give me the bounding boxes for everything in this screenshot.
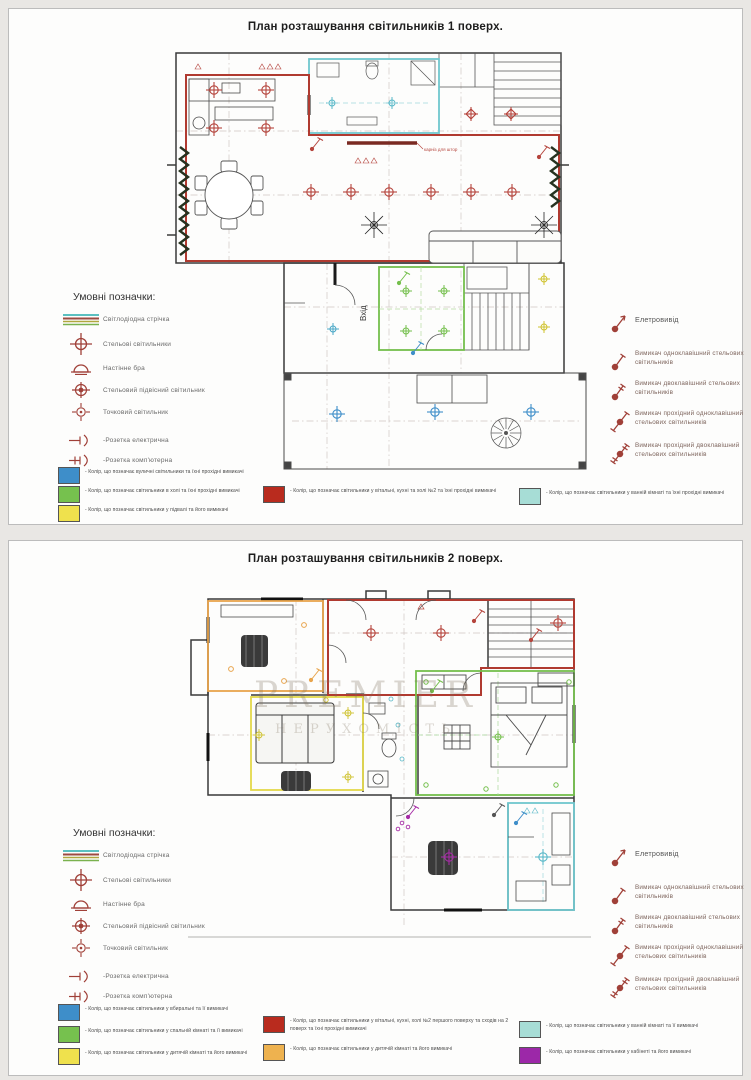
legend-row <box>59 970 294 983</box>
computer-socket-icon <box>59 990 103 1003</box>
spot-light-icon <box>59 939 103 957</box>
color-swatch <box>58 1026 80 1043</box>
color-legend-label: - Колір, що позначає світильники у підвалі та його вимикачі <box>85 507 229 513</box>
color-swatch <box>263 486 285 503</box>
legend-row <box>59 990 294 1003</box>
legend-label: Стельовий підвісний світильник <box>103 922 205 930</box>
switch-single-icon <box>605 884 635 905</box>
switch-double-icon <box>605 380 635 401</box>
sofa <box>429 231 561 263</box>
yellow-lights <box>538 273 550 333</box>
terrace-lights <box>329 404 539 422</box>
legend-row <box>59 918 294 934</box>
room-bath2 <box>492 803 574 910</box>
desk-chair <box>241 635 268 667</box>
watermark-line1: PREMIER <box>253 675 479 716</box>
legend-label: Стельовий підвісний світильник <box>103 386 205 394</box>
pendant-light-icon <box>59 382 103 398</box>
switch-label: Вимикач двоклавішний стельових світильників <box>635 380 741 396</box>
legend-row <box>59 333 294 355</box>
switch-pass-single-icon <box>605 410 635 433</box>
curtain-rod <box>347 143 458 163</box>
legend-label: -Розетка комп'ютерна <box>103 993 173 1000</box>
legend-title: Умовні позначки: <box>73 291 156 303</box>
electric-outlet-icon <box>605 843 635 868</box>
switch-label: Вимикач одноклавішний стельових світильників <box>635 350 744 366</box>
spot-light-icon <box>59 403 103 421</box>
color-swatch <box>58 505 80 522</box>
switch-pass-single-icon <box>605 944 635 967</box>
floor2-symbol-legend <box>59 827 294 1010</box>
switch-label: Вимикач двоклавішний стельових світильників <box>635 914 741 930</box>
color-legend-label: - Колір, що позначає світильники у дитячій кімнаті та його вимикачі <box>290 1046 453 1052</box>
legend-row <box>59 313 294 326</box>
power-socket-icon <box>59 970 103 983</box>
color-legend-label: - Колір, що позначає світильники у ванній кімнаті та їхні прохідні вимикачі <box>546 490 725 496</box>
switch-label: Вимикач прохідний одноклавішний стельових світильників <box>635 410 744 426</box>
color-legend-label: - Колір, що позначає світильники у ванній кімнаті та її вимикачі <box>546 1023 699 1029</box>
switch-double-icon <box>605 914 635 935</box>
room-hall <box>379 267 464 350</box>
legend-label: Настінне бра <box>103 365 145 372</box>
color-legend-label: - Колір, що позначає вуличні світильники та їхні прохідні вимикачі <box>85 469 244 475</box>
switch-row <box>605 976 751 999</box>
color-swatch <box>519 1047 541 1064</box>
led-strip-icon <box>59 849 103 862</box>
legend-title: Умовні позначки: <box>73 827 156 839</box>
legend-label: Точковий світильник <box>103 944 169 952</box>
watermark-line2: НЕРУХОМІСТЬ <box>275 722 457 737</box>
switch-pass-double-icon <box>605 442 635 465</box>
switch-row <box>605 410 751 433</box>
legend-label: Світлодіодна стрічка <box>103 316 170 323</box>
color-legend-label: - Колір, що позначає світильники у кабінеті та його вимикачі <box>546 1049 692 1055</box>
floor2-switch-legend <box>605 843 751 1008</box>
color-legend-label: - Колір, що позначає світильники у вбиральні та її вимикачі <box>85 1006 229 1012</box>
curtain-label: карніз для штор <box>424 147 458 152</box>
color-legend-label: - Колір, що позначає світильники у дитячій кімнаті та його вимикачі <box>85 1050 248 1056</box>
color-legend-entry <box>58 486 298 503</box>
floor1-title: План розташування світильників 1 поверх. <box>247 21 504 33</box>
switch-label: Вимикач прохідний одноклавішний стельових світильників <box>635 944 744 960</box>
room-bathroom <box>309 59 439 133</box>
pendant-light-icon <box>59 918 103 934</box>
floor1-symbol-legend <box>59 291 294 474</box>
entrance-label: Вхід <box>359 305 368 321</box>
color-swatch <box>58 486 80 503</box>
color-legend-label: - Колір, що позначає світильники у спальній кімнаті та її вимикачі <box>85 1028 243 1034</box>
legend-row <box>59 362 294 375</box>
color-swatch <box>58 1048 80 1065</box>
switch-row <box>605 380 751 401</box>
floor1-sheet <box>8 8 743 525</box>
hall-lights <box>363 604 566 641</box>
stairs <box>488 599 574 668</box>
color-legend-entry <box>519 488 737 505</box>
switch-pass-double-icon <box>605 976 635 999</box>
color-legend-entry <box>263 486 513 503</box>
legend-row <box>59 403 294 421</box>
watermark <box>254 675 478 737</box>
switch-row <box>605 843 751 868</box>
spiral-fan <box>491 418 521 448</box>
color-swatch <box>263 1044 285 1061</box>
switch-row <box>605 309 751 334</box>
color-legend-label: - Колір, що позначає світильники у вітальні, кухні та холі №2 та їхні прохідні вимикачі <box>290 488 497 494</box>
legend-label: Світлодіодна стрічка <box>103 852 170 859</box>
wall-sconce-icon <box>59 898 103 911</box>
switch-label: Вимикач одноклавішний стельових світильників <box>635 884 744 900</box>
ceiling-light-icon <box>59 869 103 891</box>
floor2-sheet <box>8 540 743 1076</box>
legend-row <box>59 939 294 957</box>
color-legend-label: - Колір, що позначає світильники у вітальні, кухні, холі №2 першого поверху та сходів на 2 поверх та їхні прохідні вимикачі <box>290 1018 509 1032</box>
door-arcs <box>328 600 436 663</box>
color-legend-entry <box>263 1016 513 1033</box>
stairs-upper <box>439 53 561 133</box>
ceiling-light-icon <box>59 333 103 355</box>
switch-row <box>605 350 751 371</box>
switch-label: Вимикач прохідний двоклавішний стельових світильників <box>635 442 740 458</box>
color-swatch <box>58 1004 80 1021</box>
floor2-title: План розташування світильників 2 поверх. <box>247 553 504 565</box>
legend-label: -Розетка електрична <box>103 973 169 980</box>
color-legend-entry <box>58 505 298 522</box>
floor1-switch-legend <box>605 309 751 474</box>
color-legend-entry <box>519 1047 737 1064</box>
legend-row <box>59 434 294 447</box>
color-legend-entry <box>58 1026 258 1043</box>
legend-row <box>59 382 294 398</box>
switch-row <box>605 914 751 935</box>
legend-label: -Розетка електрична <box>103 437 169 444</box>
wall-sconce-icon <box>59 362 103 375</box>
color-swatch <box>519 488 541 505</box>
legend-label: Стельові світильники <box>103 340 172 348</box>
electric-outlet-icon <box>605 309 635 334</box>
switch-row <box>605 442 751 465</box>
legend-label: Точковий світильник <box>103 408 169 416</box>
color-legend-entry <box>519 1021 737 1038</box>
switch-label: Елетровивід <box>635 315 679 324</box>
power-socket-icon <box>59 434 103 447</box>
color-legend-entry <box>263 1044 513 1061</box>
legend-label: Стельові світильники <box>103 876 172 884</box>
led-strip-icon <box>59 313 103 326</box>
color-legend-label: - Колір, що позначає світильники в холі та їхні прохідні вимикачі <box>85 488 240 494</box>
color-swatch <box>519 1021 541 1038</box>
switch-label: Елетровивід <box>635 849 679 858</box>
color-legend-entry <box>58 1004 293 1021</box>
legend-label: Настінне бра <box>103 901 145 908</box>
legend-row <box>59 849 294 862</box>
switch-single-icon <box>605 350 635 371</box>
switch-label: Вимикач прохідний двоклавішний стельових світильників <box>635 976 740 992</box>
legend-row <box>59 454 294 467</box>
hall-switches <box>472 610 542 643</box>
legend-label: -Розетка комп'ютерна <box>103 457 173 464</box>
color-swatch <box>263 1016 285 1033</box>
legend-row <box>59 869 294 891</box>
switch-row <box>605 884 751 905</box>
color-swatch <box>58 467 80 484</box>
legend-row <box>59 898 294 911</box>
color-legend-entry <box>58 1048 293 1065</box>
dining-table <box>195 161 263 229</box>
switch-row <box>605 944 751 967</box>
computer-socket-icon <box>59 454 103 467</box>
stairs-lower <box>464 263 529 350</box>
color-legend-entry <box>58 467 298 484</box>
room-office <box>396 798 458 875</box>
